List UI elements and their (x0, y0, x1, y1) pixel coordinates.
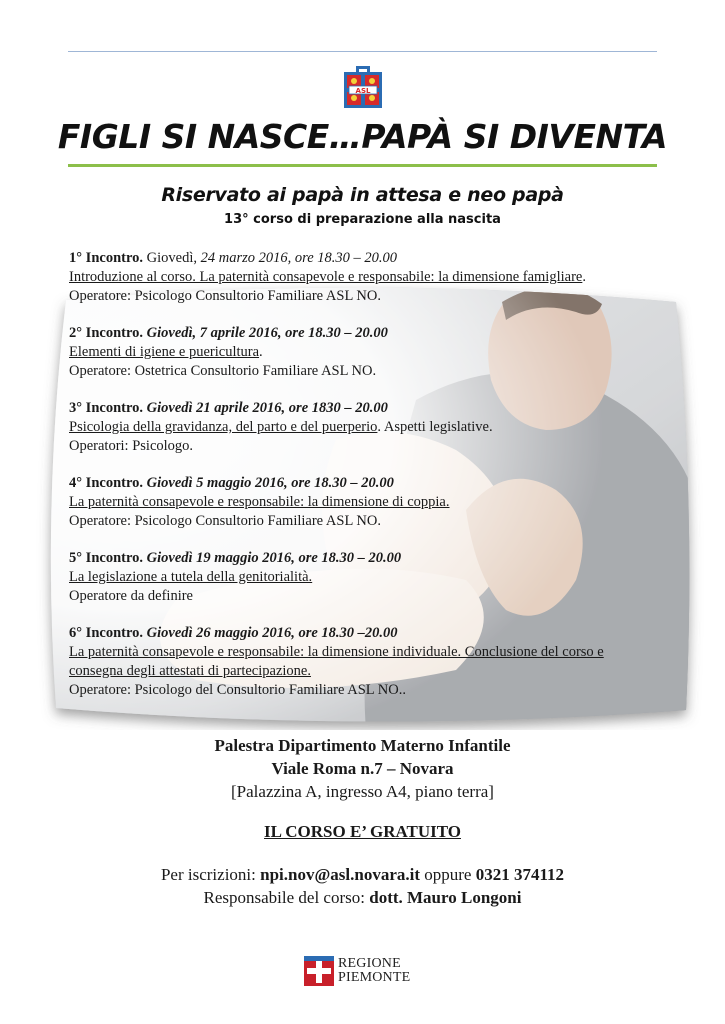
contact-phone[interactable]: 0321 374112 (475, 865, 565, 884)
session-topic-rest: . (582, 269, 586, 285)
session-topic-rest: . Aspetti legislative. (377, 419, 493, 435)
piemonte-label: PIEMONTE (338, 970, 411, 985)
session-date: 24 marzo 2016, ore 18.30 – 20.00 (196, 250, 398, 266)
session-item (69, 324, 689, 381)
free-course-notice: IL CORSO E’ GRATUITO (264, 822, 461, 841)
session-day: Giovedì, (143, 250, 197, 266)
manager-label: Responsabile del corso: (203, 888, 370, 907)
session-topic-rest: . (259, 344, 263, 360)
session-number: 3° Incontro. (69, 400, 144, 416)
session-number: 6° Incontro. (69, 625, 144, 641)
regione-label: REGIONE (338, 956, 401, 971)
session-date: Giovedì 21 aprile 2016, ore 1830 – 20.00 (143, 400, 388, 416)
session-operator: Operatore: Psicologo Consultorio Familiare ASL NO. (69, 288, 381, 304)
regione-piemonte-logo (304, 956, 411, 988)
session-number: 1° Incontro. (69, 250, 144, 266)
manager-name: dott. Mauro Longoni (369, 888, 522, 907)
course-subtitle: 13° corso di preparazione alla nascita (224, 212, 501, 227)
session-topic: La legislazione a tutela della genitorialità. (69, 569, 313, 585)
session-item (69, 549, 689, 606)
contact-block (0, 863, 725, 909)
session-topic: La paternità consapevole e responsabile: la dimensione di coppia. (69, 494, 450, 510)
session-topic-continued: consegna degli attestati di partecipazione. (69, 663, 311, 679)
piemonte-flag-icon (304, 956, 334, 986)
session-operator: Operatori: Psicologo. (69, 438, 194, 454)
session-item (69, 624, 689, 700)
signup-label: Per iscrizioni: (160, 865, 261, 884)
audience-subtitle: Riservato ai papà in attesa e neo papà (161, 184, 564, 206)
session-topic: Introduzione al corso. La paternità consapevole e responsabile: la dimensione famigliare (69, 269, 583, 285)
session-topic: Elementi di igiene e puericultura (69, 344, 260, 360)
session-date: Giovedì 19 maggio 2016, ore 18.30 – 20.00 (143, 550, 402, 566)
session-number: 4° Incontro. (69, 475, 144, 491)
or-label: oppure (420, 865, 476, 884)
venue-detail: [Palazzina A, ingresso A4, piano terra] (231, 782, 494, 801)
page-title: FIGLI SI NASCE…PAPÀ SI DIVENTA (57, 117, 668, 156)
asl-logo-text: ASL (355, 87, 371, 95)
session-number: 5° Incontro. (69, 550, 144, 566)
venue-name: Palestra Dipartimento Materno Infantile (214, 736, 511, 755)
venue-address: Viale Roma n.7 – Novara (271, 759, 454, 778)
session-item (69, 474, 689, 531)
sessions-list (69, 249, 689, 718)
session-operator: Operatore: Psicologo Consultorio Familiare ASL NO. (69, 513, 381, 529)
venue-block (0, 734, 725, 803)
session-operator: Operatore: Ostetrica Consultorio Familiare ASL NO. (69, 363, 377, 379)
session-item (69, 399, 689, 456)
session-number: 2° Incontro. (69, 325, 144, 341)
top-divider (68, 51, 657, 52)
session-date: Giovedì 26 maggio 2016, ore 18.30 –20.00 (143, 625, 398, 641)
session-operator: Operatore: Psicologo del Consultorio Familiare ASL NO.. (69, 682, 406, 698)
asl-logo (340, 64, 386, 110)
session-item (69, 249, 689, 306)
contact-email[interactable]: npi.nov@asl.novara.it (260, 865, 420, 884)
session-date: Giovedì, 7 aprile 2016, ore 18.30 – 20.00 (143, 325, 388, 341)
session-topic: La paternità consapevole e responsabile: la dimensione individuale. Conclusione del corso e (69, 644, 604, 660)
title-underline (68, 164, 657, 167)
session-date: Giovedì 5 maggio 2016, ore 18.30 – 20.00 (143, 475, 394, 491)
session-operator: Operatore da definire (69, 588, 193, 604)
session-topic: Psicologia della gravidanza, del parto e del puerperio (69, 419, 378, 435)
